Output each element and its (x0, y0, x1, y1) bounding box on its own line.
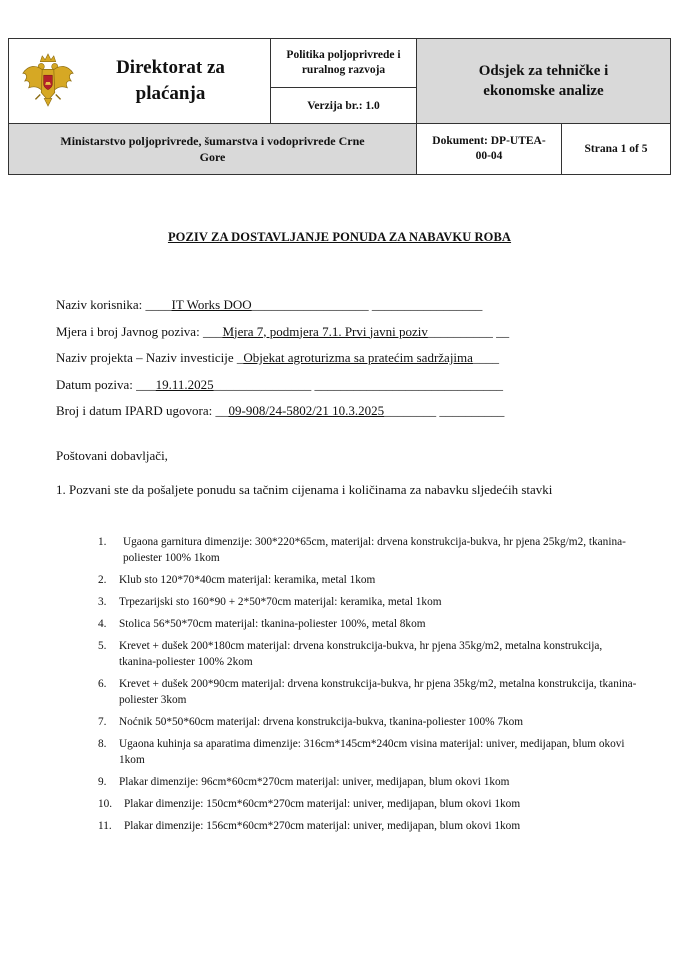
department-cell (417, 39, 671, 124)
list-item (98, 594, 638, 610)
field-blank: _______________ _____________________________ (213, 376, 503, 392)
document-header-table (8, 38, 671, 175)
montenegro-coat-of-arms-icon (19, 52, 77, 110)
list-item-number: 6. (98, 678, 107, 690)
list-item-text: Plakar dimenzije: 150cm*60cm*270cm materijal: univer, medijapan, blum okovi 1kom (124, 798, 521, 810)
ministry-line-2: Gore (199, 150, 226, 164)
list-item-text: Noćnik 50*50*60cm materijal: drvena konstrukcija-bukva, tkanina-poliester 100% 7kom (119, 716, 524, 728)
field-label: Naziv projekta – Naziv investicije (56, 350, 237, 365)
list-item (98, 572, 638, 588)
list-item-number: 10. (98, 798, 113, 810)
field-value: Objekat agroturizma sa pratećim sadržajima (243, 350, 473, 365)
field-blank: __________ __ (427, 323, 510, 339)
field-blank: ___ (136, 376, 156, 392)
list-item-text: Krevet + dušek 200*180cm materijal: drvena konstrukcija-bukva, hr pjena 35kg/m2, metalna konstrukcija, tkanina-poliester 100% 2kom (119, 640, 603, 668)
document-code-line-1: Dokument: DP-UTEA- (432, 135, 546, 147)
list-item-number: 3. (98, 596, 107, 608)
list-item-number: 7. (98, 716, 107, 728)
list-item (98, 714, 638, 730)
page-number-cell: Strana 1 of 5 (562, 124, 671, 175)
field-blank: ________ __________ (384, 403, 505, 418)
ministry-line-1: Ministarstvo poljoprivrede, šumarstva i vodoprivrede Crne (60, 134, 365, 148)
org-name-line-1: Direktorat za (116, 57, 225, 78)
list-item (98, 676, 638, 708)
list-item-text: Ugaona kuhinja sa aparatima dimenzije: 316cm*145cm*240cm visina materijal: univer, medijapan, blum okovi 1kom (119, 738, 625, 766)
field-public-call (56, 323, 509, 350)
document-title: POZIV ZA DOSTAVLJANJE PONUDA ZA NABAVKU ROBA (167, 230, 512, 244)
list-item (98, 774, 638, 790)
intro-paragraph: 1. Pozvani ste da pošaljete ponudu sa tačnim cijenama i količinama za nabavku sljedećih stavki (56, 482, 553, 497)
field-blank: ____ (145, 297, 172, 312)
field-value: Mjera 7, podmjera 7.1. Prvi javni poziv (222, 323, 428, 339)
list-item-number: 5. (98, 640, 107, 652)
field-label: Broj i datum IPARD ugovora: (56, 403, 216, 418)
list-item-text: Plakar dimenzije: 96cm*60cm*270cm materijal: univer, medijapan, blum okovi 1kom (119, 776, 510, 788)
list-item (98, 638, 638, 670)
list-item-text: Krevet + dušek 200*90cm materijal: drvena konstrukcija-bukva, hr pjena 35kg/m2, metalna konstrukcija, tkanina-poliester 3kom (119, 678, 637, 706)
field-blank: ___ (202, 323, 223, 339)
org-name (77, 55, 270, 107)
field-label: Datum poziva: (56, 376, 137, 392)
info-fields (56, 296, 509, 429)
list-item-text: Plakar dimenzije: 156cm*60cm*270cm materijal: univer, medijapan, blum okovi 1kom (124, 820, 521, 832)
field-blank: ____ (472, 350, 499, 365)
list-item-number: 11. (98, 820, 112, 832)
field-label: Naziv korisnika: (56, 297, 146, 312)
policy-cell: Politika poljoprivrede i ruralnog razvoja (271, 39, 417, 88)
list-item-number: 8. (98, 738, 107, 750)
items-list (98, 534, 638, 840)
document-code-cell (417, 124, 562, 175)
field-value: IT Works DOO (171, 297, 252, 312)
field-blank: __________________ _________________ (251, 297, 483, 312)
list-item-text: Klub sto 120*70*40cm materijal: keramika, metal 1kom (119, 574, 376, 586)
list-item-number: 2. (98, 574, 107, 586)
list-item-text: Stolica 56*50*70cm materijal: tkanina-poliester 100%, metal 8kom (119, 618, 426, 630)
org-cell (9, 39, 271, 124)
list-item (98, 736, 638, 768)
list-item (98, 534, 638, 566)
list-item-number: 9. (98, 776, 107, 788)
list-item (98, 818, 638, 834)
field-project-name (56, 349, 509, 376)
greeting: Poštovani dobavljači, (56, 448, 168, 463)
field-value: 19.11.2025 (155, 376, 214, 392)
department-line-2: ekonomske analize (483, 83, 604, 99)
list-item-text: Ugaona garnitura dimenzije: 300*220*65cm, materijal: drvena konstrukcija-bukva, hr pjena 25kg/m2, tkanina-poliester 100% 1kom (123, 536, 626, 564)
field-beneficiary (56, 296, 509, 323)
department-line-1: Odsjek za tehničke i (478, 63, 609, 79)
ministry-cell (9, 124, 417, 175)
list-item (98, 616, 638, 632)
list-item-number: 4. (98, 618, 107, 630)
field-call-date (56, 376, 509, 403)
document-code-line-2: 00-04 (475, 150, 503, 162)
field-ipard-contract (56, 402, 509, 429)
list-item-text: Trpezarijski sto 160*90 + 2*50*70cm materijal: keramika, metal 1kom (119, 596, 442, 608)
list-item-number: 1. (98, 536, 107, 548)
field-label: Mjera i broj Javnog poziva: (56, 323, 203, 339)
field-blank: _ (236, 350, 244, 365)
version-cell: Verzija br.: 1.0 (271, 88, 417, 124)
list-item (98, 796, 638, 812)
org-name-line-2: plaćanja (135, 83, 206, 104)
field-value: 09-908/24-5802/21 10.3.2025 (228, 403, 385, 418)
field-blank: __ (215, 403, 229, 418)
